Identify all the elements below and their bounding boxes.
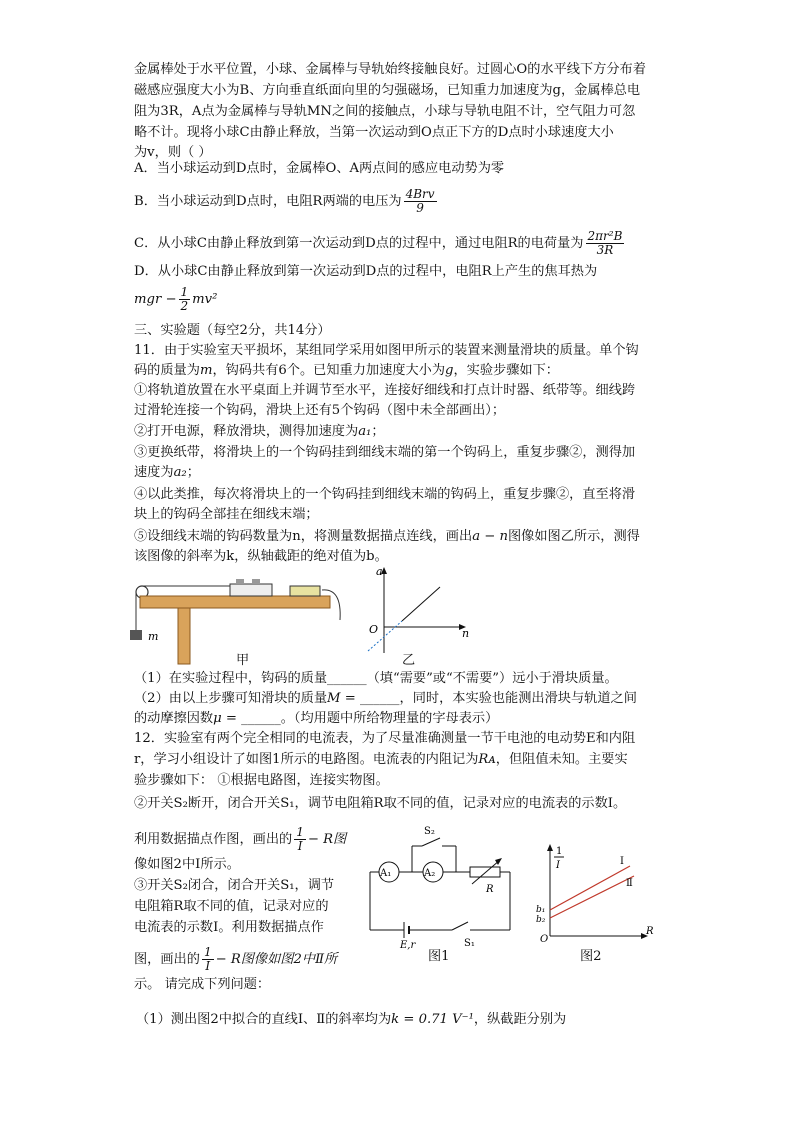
- q10-line1: 金属棒处于水平位置，小球、金属棒与导轨始终接触良好。过圆心O的水平线下方分布着: [134, 62, 646, 77]
- figure-2-caption: 图2: [580, 949, 602, 964]
- q10-option-b: B．当小球运动到D点时，电阻R两端的电压为 $\frac{\text{4Brv}}{9}$: [134, 187, 435, 215]
- q12-line3: 验步骤如下： ①根据电路图，连接实物图。: [134, 773, 389, 788]
- inverse-i-fraction-2: $\frac{1}{I}$: [203, 945, 212, 973]
- figure-yi-graph: [362, 565, 472, 660]
- option-c-fraction: $\frac{\text{2πr²B}}{3R}$: [587, 229, 623, 257]
- r-label: R: [486, 884, 494, 895]
- q11-sub1: （1）在实验过程中，钩码的质量______（填“需要”或“不需要”）远小于滑块质量。: [134, 671, 618, 686]
- figure-1-circuit: [360, 822, 520, 962]
- line-i-label: Ⅰ: [620, 856, 624, 867]
- figure-1-caption: 图1: [428, 949, 450, 964]
- track-board: [140, 596, 330, 608]
- s1-label: S₁: [464, 938, 475, 949]
- q12-line10: 图，画出的 $\frac{1}{I}$ − R图像如图2中Ⅱ所: [134, 945, 338, 973]
- q11-line2: 码的质量为m，钩码共有6个。已知重力加速度大小为g，实验步骤如下：: [134, 363, 559, 378]
- q10-line3: 阻为3R，A点为金属棒与导轨MN之间的接触点，小球与导轨电阻不计，空气阻力可忽: [134, 104, 636, 119]
- q12-line12: （1）测出图2中拟合的直线Ⅰ、Ⅱ的斜率均为k = 0.71 V⁻¹，纵截距分别为: [136, 1012, 567, 1027]
- q12-line7: ③开关S₂闭合，闭合开关S₁，调节: [134, 878, 335, 893]
- timer-icon: [290, 586, 320, 596]
- option-d-fraction: $\frac{1}{2}$: [180, 285, 189, 313]
- a2-label: A₂: [424, 868, 436, 879]
- q11-line5: ②打开电源，释放滑块，测得加速度为a₁；: [134, 424, 385, 439]
- slider-block: [230, 584, 272, 596]
- inverse-i-fraction: $\frac{1}{I}$: [296, 825, 304, 853]
- q11-sub2: （2）由以上步骤可知滑块的质量M = ______，同时，本实验也能测出滑块与轨道之间: [134, 691, 637, 706]
- b1-label: b₁: [536, 905, 546, 915]
- a-axis-label: a: [376, 565, 383, 578]
- q10-line2: 磁感应强度大小为B、方向垂直纸面向里的匀强磁场，已知重力加速度为g，金属棒总电: [134, 83, 641, 98]
- q11-line7: 速度为a₂；: [134, 465, 200, 480]
- q12-line1: 12．实验室有两个完全相同的电流表，为了尽量准确测量一节干电池的电动势E和内阻: [134, 731, 636, 746]
- line-ii: [550, 876, 634, 918]
- figure-yi-caption: 乙: [402, 653, 416, 668]
- q10-line4: 略不计。现将小球C由静止释放，当第一次运动到O点正下方的D点时小球速度大小: [134, 125, 614, 140]
- slider-weight-2: [252, 579, 260, 584]
- a1-label: A₁: [380, 868, 392, 879]
- option-b-fraction: $\frac{\text{4Brv}}{9}$: [405, 187, 435, 215]
- q11-line8: ④以此类推，每次将滑块上的一个钩码挂到细线末端的钩码上，重复步骤②，直至将滑: [134, 487, 636, 502]
- q11-line9: 块上的钩码全部挂在细线末端；: [134, 507, 319, 522]
- q11-line10: ⑤设细线末端的钩码数量为n，将测量数据描点连线，画出a − n图像如图乙所示，测得: [134, 529, 640, 544]
- q12-line8: 电阻箱R取不同的值，记录对应的: [134, 899, 329, 914]
- y-arrow-icon: [547, 844, 553, 851]
- data-line: [402, 587, 440, 621]
- figure-jia-caption: 甲: [236, 653, 250, 668]
- q11-line6: ③更换纸带，将滑块上的一个钩码挂到细线末端的第一个钩码上，重复步骤②，测得加: [134, 445, 636, 460]
- q11-line11: 该图像的斜率为k，纵轴截距的绝对值为b。: [134, 549, 388, 564]
- switch-s2: [422, 838, 440, 846]
- origin-label: O: [540, 934, 549, 945]
- section-heading: 三、实验题（每空2分，共14分）: [134, 323, 331, 338]
- q12-line11: 示。 请完成下列问题：: [134, 977, 271, 992]
- slider-weight: [236, 579, 244, 584]
- q12-line2: r，学习小组设计了如图1所示的电路图。电流表的内阻记为Rᴀ，但阻值未知。主要实: [134, 752, 628, 767]
- q12-line9: 电流表的示数I。利用数据描点作: [134, 920, 324, 935]
- er-label: E,r: [400, 940, 416, 951]
- q11-sub3: 的动摩擦因数μ = ______。（均用题中所给物理量的字母表示）: [134, 711, 499, 726]
- mass-label: m: [148, 630, 159, 643]
- line-i: [550, 866, 630, 910]
- switch-s1: [452, 922, 468, 930]
- q12-line5: 利用数据描点作图，画出的 $\frac{1}{I}$ − R图: [134, 825, 347, 853]
- resistor-box: [470, 867, 500, 877]
- hook-mass: [130, 630, 142, 640]
- q11-line1: 11．由于实验室天平损坏，某组同学采用如图甲所示的装置来测量滑块的质量。单个钩: [134, 343, 639, 358]
- s2-label: S₂: [424, 826, 435, 837]
- y-label-den: I: [556, 860, 560, 871]
- q10-line5: 为v，则（ ）: [134, 145, 212, 160]
- q11-line4: 过滑轮连接一个钩码，滑块上还有5个钩码（图中未全部画出）；: [134, 403, 506, 418]
- q11-line3: ①将轨道放置在水平桌面上并调节至水平，连接好细线和打点计时器、纸带等。细线跨: [134, 383, 636, 398]
- b2-label: b₂: [536, 915, 546, 925]
- q10-option-d-expression: mgr − $\frac{1}{2}$ mv²: [134, 285, 218, 313]
- origin-label: O: [369, 623, 379, 636]
- q10-option-d: D．从小球C由静止释放到第一次运动到D点的过程中，电阻R上产生的焦耳热为: [134, 264, 598, 279]
- figure-2-graph: [534, 842, 658, 946]
- q10-option-a: A．当小球运动到D点时，金属棒O、A两点间的感应电动势为零: [134, 161, 505, 176]
- line-ii-label: Ⅱ: [626, 878, 633, 889]
- table-leg: [178, 608, 190, 664]
- y-label-num: 1: [556, 846, 563, 857]
- q12-line6: 像如图2中Ⅰ所示。: [134, 857, 240, 872]
- q10-option-c: C．从小球C由静止释放到第一次运动到D点的过程中，通过电阻R的电荷量为 $\frac{\text{2πr²B}}{3R}$: [134, 229, 623, 257]
- q12-line4: ②开关S₂断开，闭合开关S₁，调节电阻箱R取不同的值，记录对应的电流表的示数I。: [134, 796, 627, 811]
- r-axis-label: R: [646, 926, 654, 937]
- n-axis-label: n: [462, 627, 470, 640]
